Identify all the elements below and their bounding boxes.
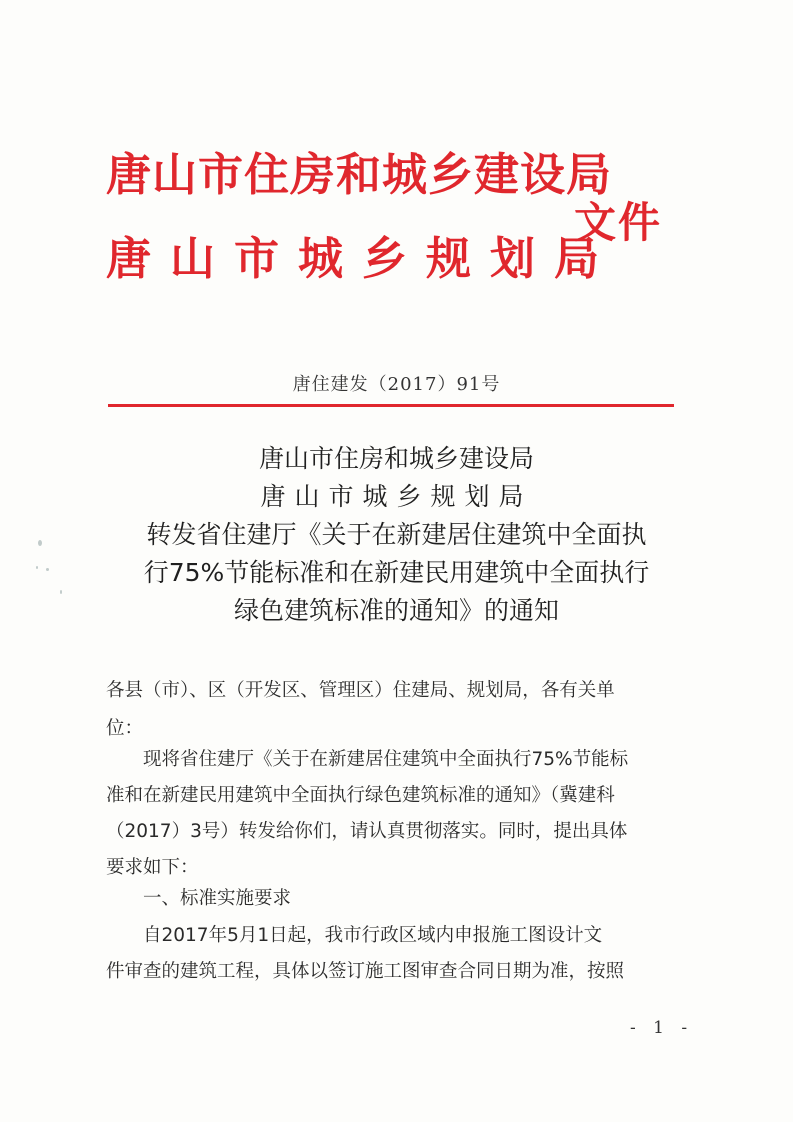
paragraph-intro <box>106 742 690 886</box>
scan-speck <box>46 568 49 571</box>
paragraph-line: 准和在新建民用建筑中全面执行绿色建筑标准的通知》（冀建科 <box>106 785 615 806</box>
paragraph-line: （2017）3号）转发给你们，请认真贯彻落实。同时，提出具体 <box>106 821 628 842</box>
title-line: 绿色建筑标准的通知》的通知 <box>233 596 559 625</box>
scan-speck <box>60 590 62 594</box>
paragraph-line: 现将省住建厅《关于在新建居住建筑中全面执行75%节能标 <box>143 749 629 770</box>
header-divider <box>108 404 674 407</box>
addressee-line: 各县（市）、区（开发区、管理区）住建局、规划局，各有关单 <box>106 680 615 701</box>
page-number: - 1 - <box>630 1018 694 1038</box>
paragraph-line: 自2017年5月1日起，我市行政区域内申报施工图设计文 <box>143 925 603 946</box>
section-heading: 一、标准实施要求 <box>143 888 292 909</box>
paragraph-line: 件审查的建筑工程，具体以签订施工图审查合同日期为准，按照 <box>106 961 625 982</box>
document-label: 文件 <box>574 198 663 247</box>
paragraph-line: 要求如下： <box>106 857 199 878</box>
addressee-line: 位： <box>106 718 144 739</box>
document-number: 唐住建发（2017）91号 <box>292 374 501 395</box>
title-line: 唐山市住房和城乡建设局 <box>258 444 534 473</box>
document-title <box>100 440 693 630</box>
paragraph-section1 <box>106 918 690 990</box>
title-line: 唐山市城乡规划局 <box>260 482 533 511</box>
scan-speck <box>38 540 42 546</box>
issuing-agency-planning: 唐山市城乡规划局 <box>106 232 619 285</box>
scan-speck <box>36 566 38 569</box>
issuing-agency-housing: 唐山市住房和城乡建设局 <box>106 148 613 201</box>
title-line: 转发省住建厅《关于在新建居住建筑中全面执 <box>146 520 647 549</box>
title-line: 行75%节能标准和在新建民用建筑中全面执行 <box>143 558 650 587</box>
addressee <box>106 672 690 748</box>
